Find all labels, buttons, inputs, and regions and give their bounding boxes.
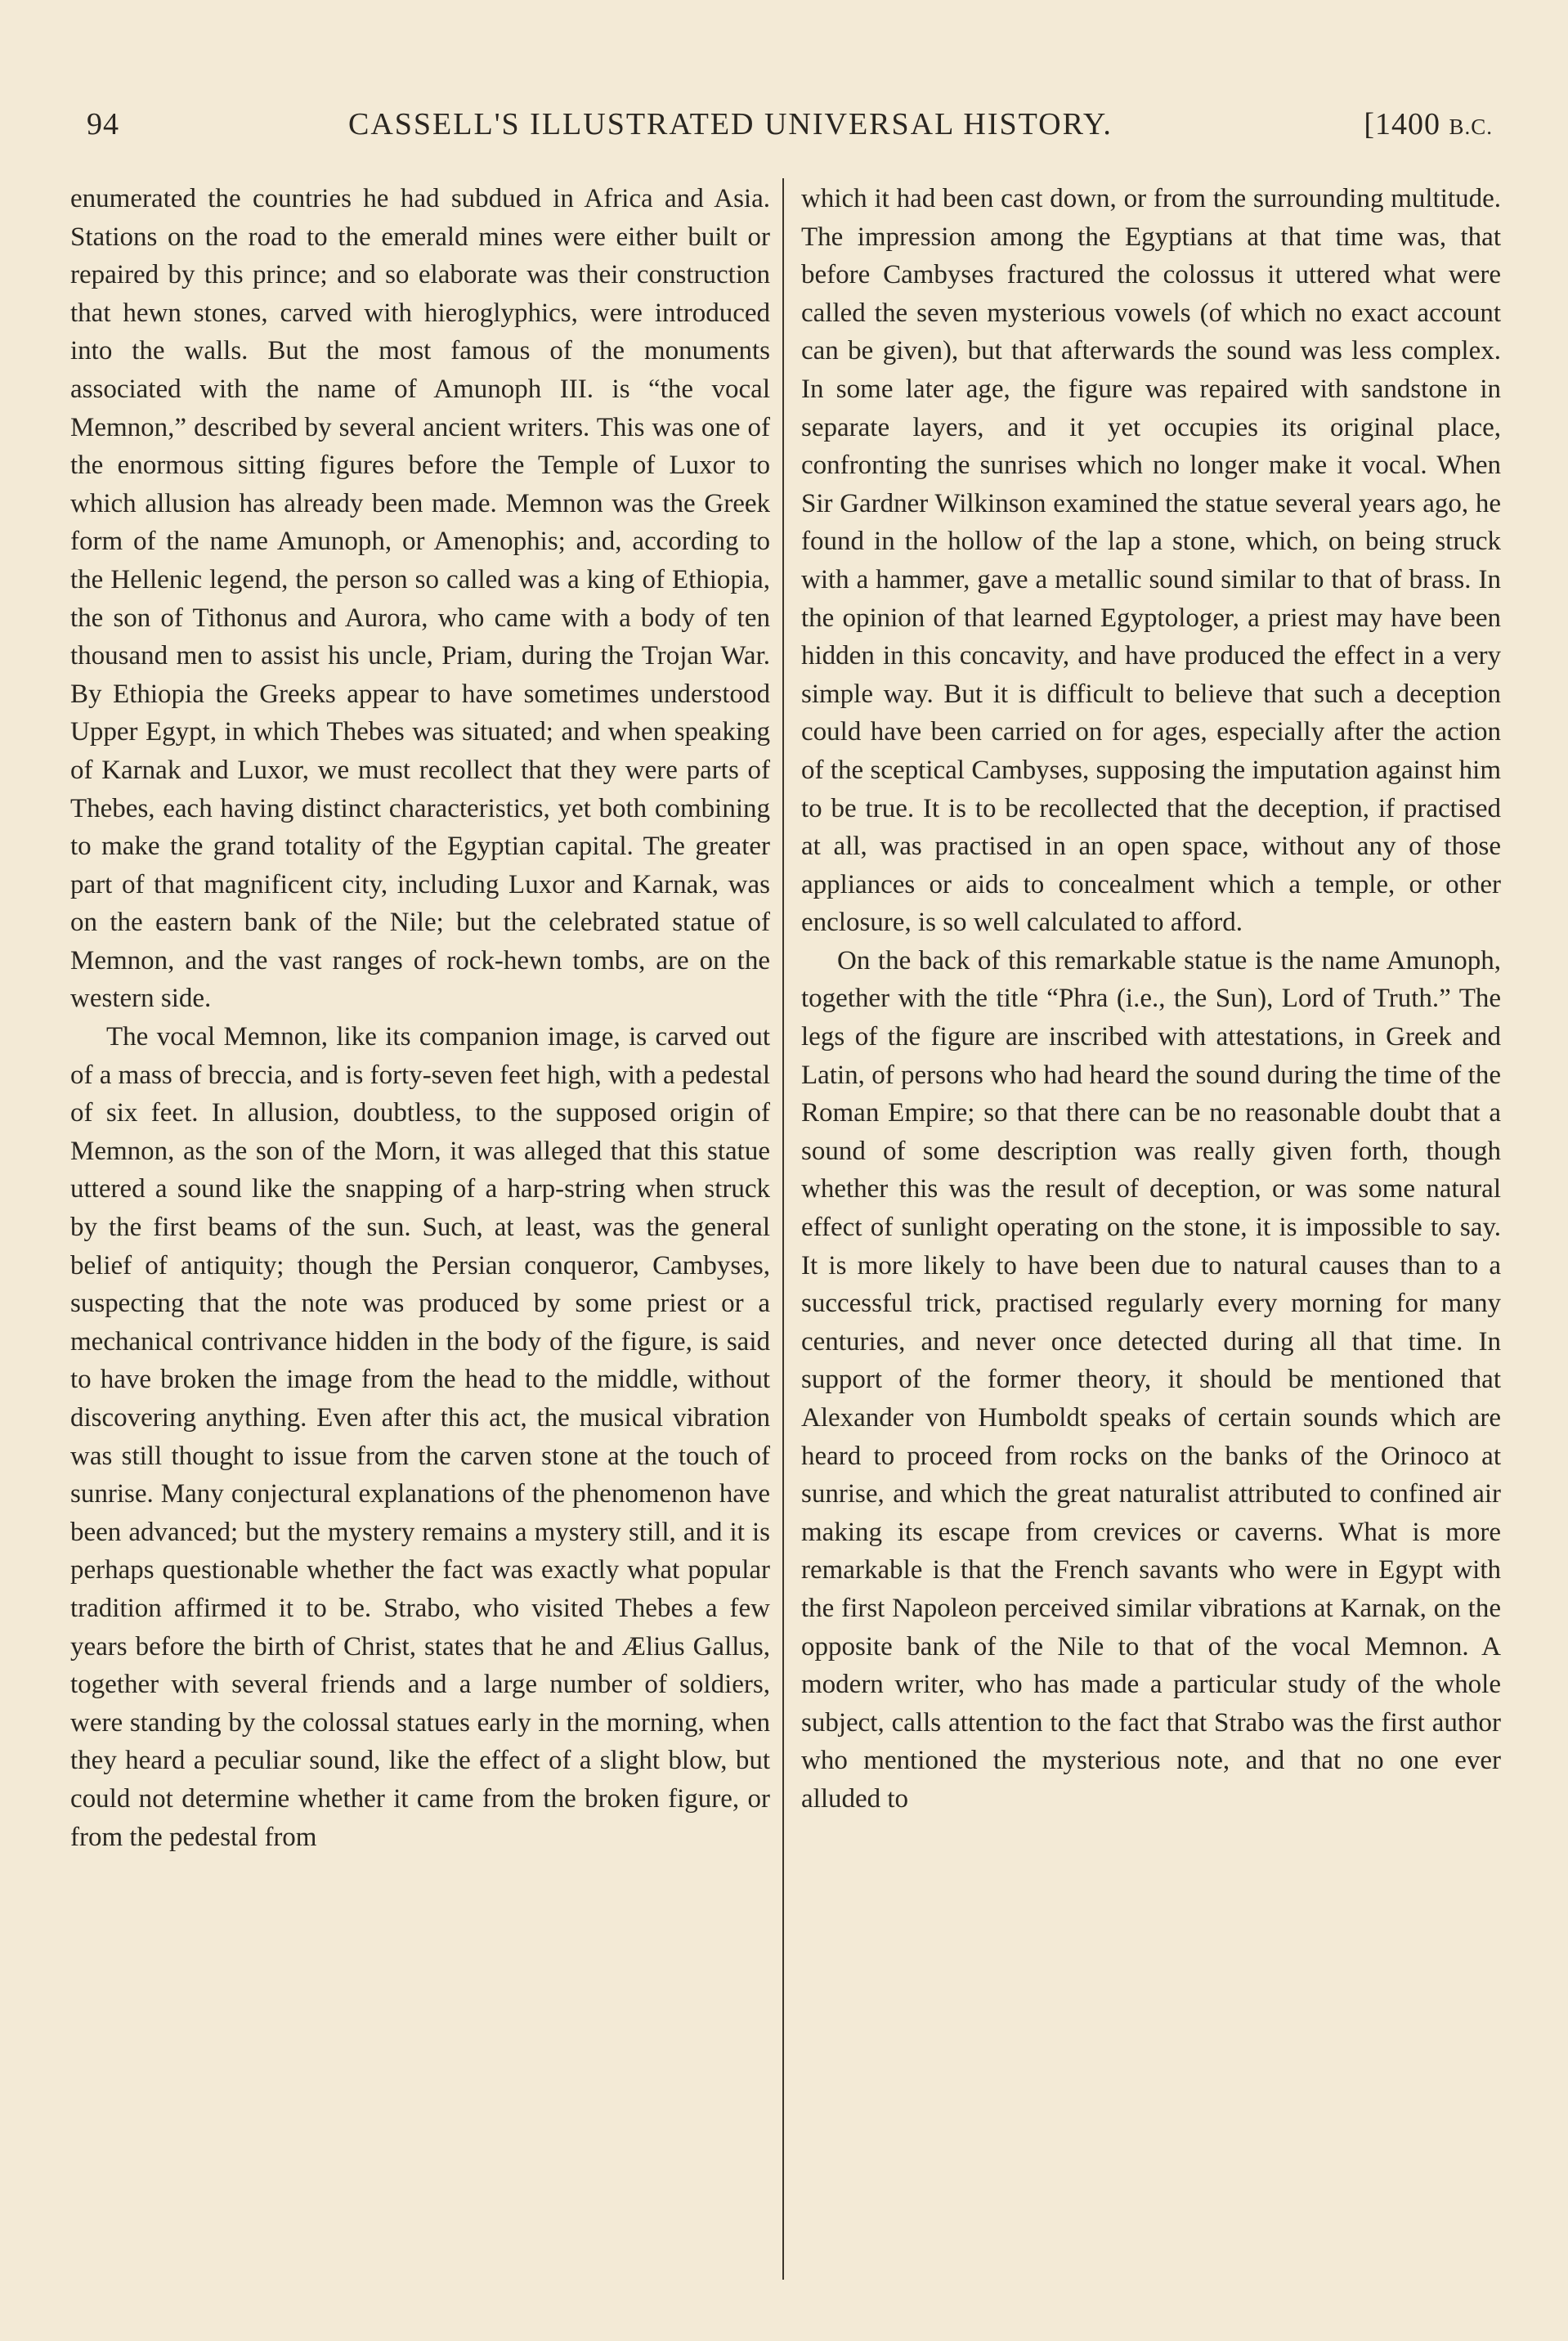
running-title: CASSELL'S ILLUSTRATED UNIVERSAL HISTORY.: [348, 107, 1113, 141]
right-paragraph-2: On the back of this remarkable statue is the name Amunoph, together with the title “Phra (i.e., the Sun), Lord of Truth.” The legs of the figure are inscribed with attestations, in Greek and Latin, of persons who had heard the sound during the time of the Roman Empire; so that there can be no reasonable doubt that a sound of some description was really given forth, though whether this was the result of deception, or was some natural effect of sunlight operating on the stone, it is impossible to say. It is more likely to have been due to natural causes than to a successful trick, practised regularly every morning for many centuries, and never once detected during all that time. In support of the former theory, it should be mentioned that Alexander von Humboldt speaks of certain sounds which are heard to proceed from rocks on the banks of the Orinoco at sunrise, and which the great naturalist attributed to confined air making its escape from crevices or caverns. What is more remarkable is that the French savants who were in Egypt with the first Napoleon perceived similar vibrations at Karnak, on the opposite bank of the Nile to that of the vocal Memnon. A modern writer, who has made a particular study of the whole subject, calls attention to the fact that Strabo was the first author who mentioned the mysterious note, and that no one ever alluded to: [801, 945, 1501, 1814]
era-number: [1400: [1364, 107, 1440, 141]
page-number: 94: [87, 107, 119, 141]
left-column: [70, 180, 770, 1856]
left-paragraph-2: The vocal Memnon, like its companion image, is carved out of a mass of breccia, and is forty-seven feet high, with a pedestal of six feet. In allusion, doubtless, to the supposed origin of Memnon, as the son of the Morn, it was alleged that this statue uttered a sound like the snapping of a harp-string when struck by the first beams of the sun. Such, at least, was the general belief of antiquity; though the Persian conqueror, Cambyses, suspecting that the note was produced by some priest or a mechanical contrivance hidden in the body of the figure, is said to have broken the image from the head to the middle, without discovering anything. Even after this act, the musical vibration was still thought to issue from the carven stone at the touch of sunrise. Many conjectural explanations of the phenomenon have been advanced; but the mystery remains a mystery still, and it is perhaps questionable whether the fact was exactly what popular tradition affirmed it to be. Strabo, who visited Thebes a few years before the birth of Christ, states that he and Ælius Gallus, together with several friends and a large number of soldiers, were standing by the colossal statues early in the morning, when they heard a peculiar sound, like the effect of a slight blow, but could not determine whether it came from the broken figure, or from the pedestal from: [70, 1022, 770, 1852]
right-paragraph-1: which it had been cast down, or from the surrounding multitude. The impression among the Egyptians at that time was, that before Cambyses fractured the colossus it uttered what were called the seven mysterious vowels (of which no exact account can be given), but that afterwards the sound was less complex. In some later age, the figure was repaired with sandstone in separate layers, and it yet occupies its original place, confronting the sunrises which no longer make it vocal. When Sir Gardner Wilkinson examined the statue several years ago, he found in the hollow of the lap a stone, which, on being struck with a hammer, gave a metallic sound similar to that of brass. In the opinion of that learned Egyptologer, a priest may have been hidden in this concavity, and have produced the effect in a very simple way. But it is difficult to believe that such a deception could have been carried on for ages, especially after the action of the sceptical Cambyses, supposing the imputation against him to be true. It is to be recollected that the deception, if practised at all, was practised in an open space, without any of those appliances or aids to concealment which a temple, or other enclosure, is so well calculated to afford.: [801, 184, 1501, 938]
right-column: [801, 180, 1501, 1819]
left-paragraph-1: enumerated the countries he had subdued in Africa and Asia. Stations on the road to the emerald mines were either built or repaired by this prince; and so elaborate was their construction that hewn stones, carved with hieroglyphics, were introduced into the walls. But the most famous of the monuments associated with the name of Amunoph III. is “the vocal Memnon,” described by several ancient writers. This was one of the enormous sitting figures before the Temple of Luxor to which allusion has already been made. Memnon was the Greek form of the name Amunoph, or Amenophis; and, according to the Hellenic legend, the person so called was a king of Ethiopia, the son of Tithonus and Aurora, who came with a body of ten thousand men to assist his uncle, Priam, during the Trojan War. By Ethiopia the Greeks appear to have sometimes understood Upper Egypt, in which Thebes was situated; and when speaking of Karnak and Luxor, we must recollect that they were parts of Thebes, each having distinct characteristics, yet both combining to make the grand totality of the Egyptian capital. The greater part of that magnificent city, including Luxor and Karnak, was on the eastern bank of the Nile; but the celebrated statue of Memnon, and the vast ranges of rock-hewn tombs, are on the western side.: [70, 184, 770, 1014]
era-marker: [1364, 106, 1493, 142]
page-header: [87, 106, 1493, 155]
column-divider: [782, 178, 784, 2280]
era-unit: B.C.: [1449, 114, 1493, 139]
